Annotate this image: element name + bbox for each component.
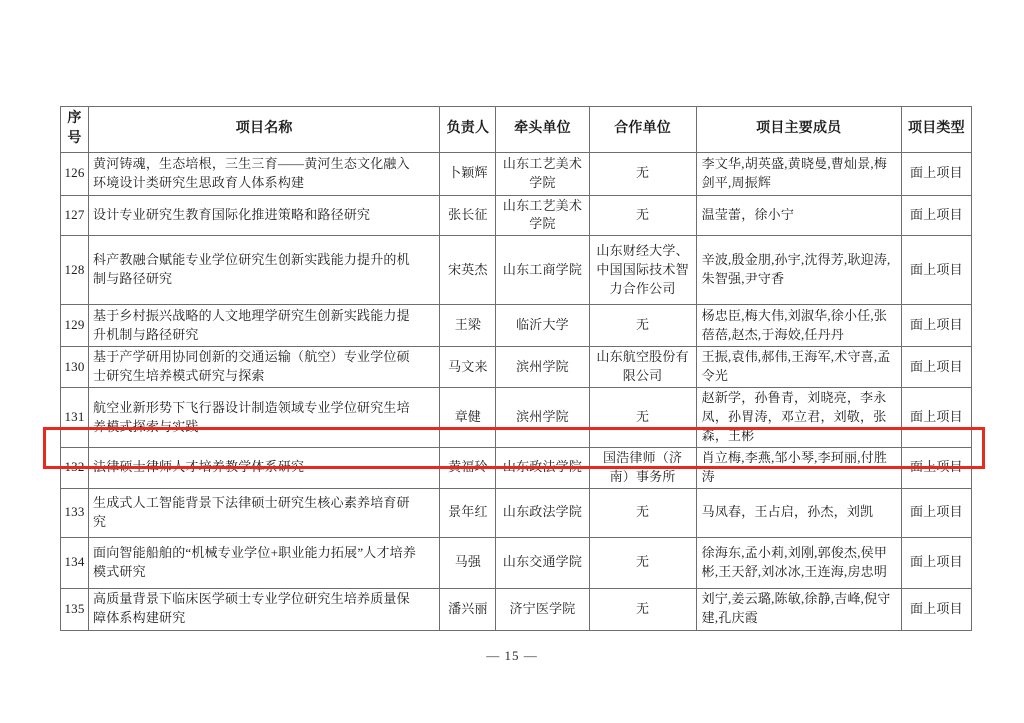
- cell-lead-unit: 山东工艺美术学院: [496, 195, 589, 236]
- header-project-name: 项目名称: [89, 107, 440, 153]
- cell-project-name: 高质量背景下临床医学硕士专业学位研究生培养质量保障体系构建研究: [89, 588, 440, 630]
- cell-lead-unit: 山东交通学院: [496, 537, 589, 588]
- cell-project-name: 生成式人工智能背景下法律硕士研究生核心素养培育研究: [89, 488, 440, 537]
- cell-lead-unit: 滨州学院: [496, 347, 589, 388]
- cell-project-name: 面向智能船舶的“机械专业学位+职业能力拓展”人才培养模式研究: [89, 537, 440, 588]
- cell-serial-number: 127: [61, 195, 89, 236]
- cell-main-members: 刘宁,姜云璐,陈敏,徐静,吉峰,倪守建,孔庆霞: [696, 588, 901, 630]
- cell-main-members: 赵新学，孙鲁青，刘晓亮，李永凤，孙胃涛，邓立君，刘敬，张森，王彬: [696, 388, 901, 448]
- table-row-130: [61, 347, 972, 388]
- cell-leader: 景年红: [440, 488, 496, 537]
- cell-main-members: 温莹蕾，徐小宁: [696, 195, 901, 236]
- cell-lead-unit: 山东工商学院: [496, 236, 589, 305]
- table-row-134: [61, 537, 972, 588]
- header-project-type: 项目类型: [901, 107, 971, 153]
- cell-project-name: 黄河铸魂，生态培根，三生三育——黄河生态文化融入环境设计类研究生思政育人体系构建: [89, 152, 440, 195]
- cell-serial-number: 134: [61, 537, 89, 588]
- table-header-row: [61, 107, 972, 153]
- cell-partner-unit: 无: [589, 537, 696, 588]
- cell-serial-number: 126: [61, 152, 89, 195]
- cell-project-type: 面上项目: [901, 305, 971, 347]
- cell-lead-unit: 滨州学院: [496, 388, 589, 448]
- cell-partner-unit: 山东财经大学、中国国际技术智力合作公司: [589, 236, 696, 305]
- cell-partner-unit: 无: [589, 488, 696, 537]
- cell-leader: 马强: [440, 537, 496, 588]
- cell-main-members: 马凤春，王占启，孙杰，刘凯: [696, 488, 901, 537]
- header-lead-unit: 牵头单位: [496, 107, 589, 153]
- cell-project-name: 基于产学研用协同创新的交通运输（航空）专业学位硕士研究生培养模式研究与探索: [89, 347, 440, 388]
- table-row-128: [61, 236, 972, 305]
- cell-leader: 张长征: [440, 195, 496, 236]
- table-row-132-highlighted: [61, 447, 972, 488]
- cell-leader: 宋英杰: [440, 236, 496, 305]
- cell-partner-unit: 无: [589, 152, 696, 195]
- page-number: — 15 —: [486, 648, 538, 663]
- cell-serial-number: 129: [61, 305, 89, 347]
- header-main-members: 项目主要成员: [696, 107, 901, 153]
- table-row-127: [61, 195, 972, 236]
- table-row-133: [61, 488, 972, 537]
- cell-leader: 章健: [440, 388, 496, 448]
- cell-project-name: 航空业新形势下飞行器设计制造领域专业学位研究生培养模式探索与实践: [89, 388, 440, 448]
- cell-serial-number: 133: [61, 488, 89, 537]
- cell-leader: 卜颖辉: [440, 152, 496, 195]
- cell-project-type: 面上项目: [901, 195, 971, 236]
- cell-lead-unit: 临沂大学: [496, 305, 589, 347]
- cell-project-name: 设计专业研究生教育国际化推进策略和路径研究: [89, 195, 440, 236]
- cell-lead-unit: 山东工艺美术学院: [496, 152, 589, 195]
- cell-partner-unit: 无: [589, 588, 696, 630]
- cell-lead-unit: 山东政法学院: [496, 447, 589, 488]
- cell-serial-number: 131: [61, 388, 89, 448]
- cell-project-type: 面上项目: [901, 388, 971, 448]
- cell-lead-unit: 山东政法学院: [496, 488, 589, 537]
- table-row-135: [61, 588, 972, 630]
- cell-partner-unit: 无: [589, 195, 696, 236]
- cell-project-type: 面上项目: [901, 447, 971, 488]
- cell-main-members: 王振,袁伟,郝伟,王海军,术守喜,孟令光: [696, 347, 901, 388]
- cell-main-members: 杨忠臣,梅大伟,刘淑华,徐小任,张蓓蓓,赵杰,于海姣,任丹丹: [696, 305, 901, 347]
- cell-main-members: 徐海东,孟小莉,刘刚,郭俊杰,侯甲彬,王天舒,刘冰冰,王连海,房忠明: [696, 537, 901, 588]
- cell-leader: 王梁: [440, 305, 496, 347]
- cell-leader: 马文来: [440, 347, 496, 388]
- cell-project-type: 面上项目: [901, 347, 971, 388]
- table-row-126: [61, 152, 972, 195]
- table-row-129: [61, 305, 972, 347]
- table-row-131: [61, 388, 972, 448]
- cell-project-type: 面上项目: [901, 152, 971, 195]
- cell-project-name: 法律硕士律师人才培养教学体系研究: [89, 447, 440, 488]
- cell-partner-unit: 国浩律师（济南）事务所: [589, 447, 696, 488]
- header-partner-unit: 合作单位: [589, 107, 696, 153]
- cell-project-type: 面上项目: [901, 236, 971, 305]
- cell-project-type: 面上项目: [901, 537, 971, 588]
- header-leader: 负责人: [440, 107, 496, 153]
- cell-project-name: 科产教融合赋能专业学位研究生创新实践能力提升的机制与路径研究: [89, 236, 440, 305]
- cell-leader: 黄福玲: [440, 447, 496, 488]
- cell-serial-number: 132: [61, 447, 89, 488]
- cell-project-type: 面上项目: [901, 488, 971, 537]
- cell-serial-number: 128: [61, 236, 89, 305]
- cell-serial-number: 130: [61, 347, 89, 388]
- cell-partner-unit: 无: [589, 388, 696, 448]
- cell-partner-unit: 山东航空股份有限公司: [589, 347, 696, 388]
- cell-main-members: 李文华,胡英盛,黄晓曼,曹灿景,梅剑平,周振辉: [696, 152, 901, 195]
- cell-leader: 潘兴丽: [440, 588, 496, 630]
- cell-project-name: 基于乡村振兴战略的人文地理学研究生创新实践能力提升机制与路径研究: [89, 305, 440, 347]
- cell-partner-unit: 无: [589, 305, 696, 347]
- cell-project-type: 面上项目: [901, 588, 971, 630]
- cell-serial-number: 135: [61, 588, 89, 630]
- projects-table: [60, 106, 972, 631]
- header-serial-number: 序号: [61, 107, 89, 153]
- cell-main-members: 肖立梅,李燕,邹小琴,李珂丽,付胜涛: [696, 447, 901, 488]
- cell-main-members: 辛波,殷金朋,孙宇,沈得芳,耿迎涛,朱智强,尹守香: [696, 236, 901, 305]
- cell-lead-unit: 济宁医学院: [496, 588, 589, 630]
